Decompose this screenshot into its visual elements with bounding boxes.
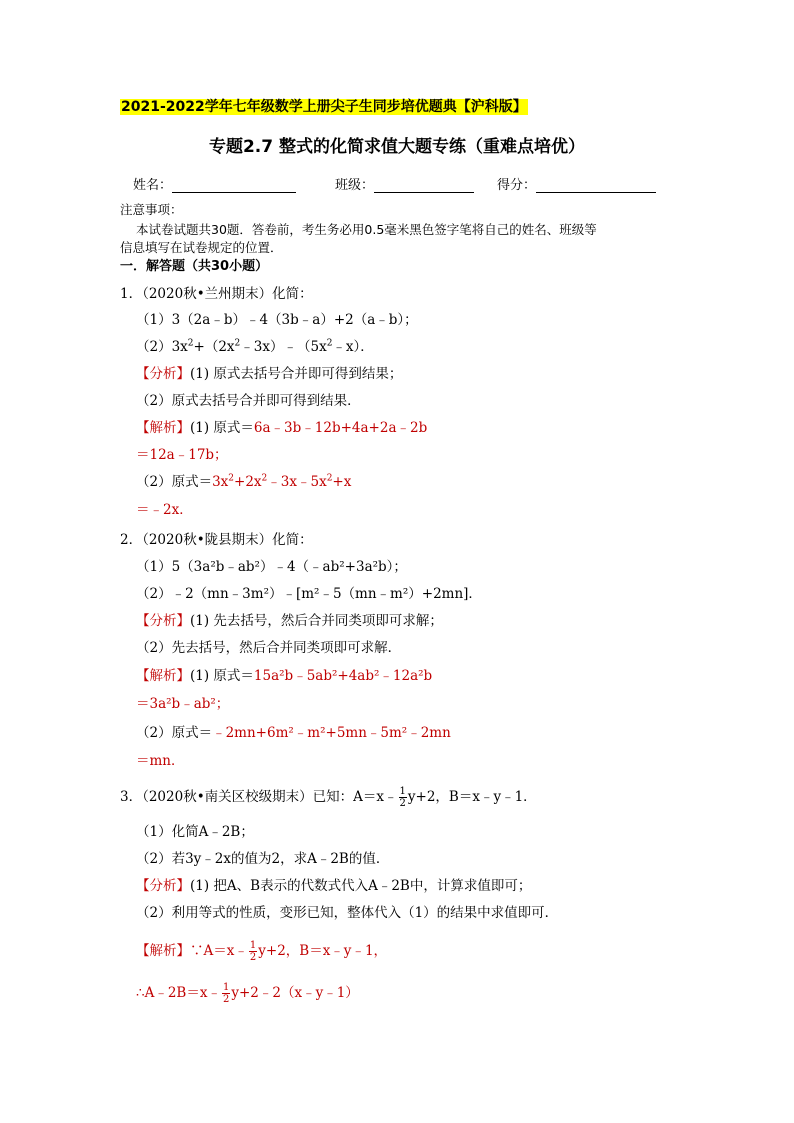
name-field[interactable] <box>133 174 296 193</box>
solution-tag: 【解析】 <box>136 943 190 959</box>
q3-analysis-1 <box>136 876 531 896</box>
q1-analysis-1 <box>136 364 402 384</box>
q3-sol-post: y+2，B＝x﹣y﹣1， <box>258 943 388 959</box>
notice-line-2: 信息填写在试卷规定的位置． <box>120 240 283 255</box>
class-blank[interactable] <box>374 178 474 193</box>
q1-solution-2b: ＝﹣2x． <box>136 502 193 518</box>
q3-analysis-text-1: (1) 把A、B表示的代数式代入A﹣2B中，计算求值即可； <box>190 878 532 894</box>
series-header <box>120 96 570 118</box>
q1-solution-2: （2）原式$=3x^2+2x^2﹣3x﹣5x^2+x$ <box>136 473 352 490</box>
notice-heading: 注意事项： <box>120 202 183 217</box>
q1-solution-1 <box>136 418 427 438</box>
q3-analysis-2: （2）利用等式的性质，变形已知，整体代入（1）的结果中求值即可． <box>136 905 559 921</box>
name-blank[interactable] <box>172 178 296 193</box>
page-title: 专题2.7 整式的化简求值大题专练（重难点培优） <box>208 137 586 157</box>
series-title: 2021-2022学年七年级数学上册尖子生同步培优题典【沪科版】 <box>121 99 527 115</box>
analysis-tag: 【分析】 <box>136 613 190 629</box>
q2-sol-expr-1: 15a²b﹣5ab²+4ab²﹣12a²b <box>253 668 433 684</box>
q2-sol-expr-2: ﹣2mn+6m²﹣m²+5mn﹣5m²﹣2mn <box>212 725 451 741</box>
q3-sol-pre: ∵A＝x﹣ <box>190 943 248 959</box>
q1-p2-end: ﹣x）． <box>332 339 374 355</box>
q3-part-2: （2）若3y﹣2x的值为2，求A﹣2B的值． <box>136 851 390 867</box>
q3-sol2-fraction: $\frac{1}{2}$ <box>222 982 230 1005</box>
q3-sol2-pre: ∴A﹣2B＝x﹣ <box>136 985 221 1001</box>
q3-solution-2 <box>136 982 359 1005</box>
q1-part-2: $(2)3x^2+(2x^2﹣3x)﹣(5x^2﹣x)$． <box>136 338 374 355</box>
q2-analysis-1 <box>136 611 443 631</box>
q1-analysis-2: （2）原式去括号合并即可得到结果． <box>136 393 361 409</box>
analysis-tag: 【分析】 <box>136 366 190 382</box>
q1-p2-mid: +（2x <box>193 339 235 355</box>
score-blank[interactable] <box>536 178 656 193</box>
class-label: 班级： <box>335 178 375 193</box>
q3-sol-fraction: $\frac{1}{2}$ <box>249 940 257 963</box>
q2-solution-1 <box>136 666 432 686</box>
solution-tag: 【解析】 <box>136 420 190 436</box>
q1-analysis-text-1: (1) 原式去括号合并即可得到结果； <box>190 366 403 382</box>
q3-stem <box>120 786 537 809</box>
class-field[interactable] <box>335 174 474 193</box>
q1-sol2-c: ﹣3x﹣5x <box>267 474 327 490</box>
q3-sol2-post: y+2﹣2（x﹣y﹣1） <box>231 985 359 1001</box>
q2-stem: 2．（2020秋•陇县期末）化简： <box>120 532 313 548</box>
q3-stem-post: y+2，B＝x﹣y﹣1． <box>407 789 537 805</box>
q2-solution-1b: ＝3a²b﹣ab²； <box>136 696 230 712</box>
section-heading: 一．解答题（共30小题） <box>120 259 269 274</box>
score-field[interactable] <box>497 174 656 193</box>
q1-sol2-prefix: （2）原式＝ <box>136 474 213 490</box>
q1-p2-post: ﹣3x）﹣（5x <box>240 339 327 355</box>
q3-solution-1 <box>136 940 387 963</box>
q2-sol2-prefix: （2）原式＝ <box>136 725 213 741</box>
name-label: 姓名： <box>133 178 173 193</box>
q1-stem: 1．（2020秋•兰州期末）化简： <box>120 286 313 302</box>
solution-tag: 【解析】 <box>136 668 190 684</box>
q3-stem-pre: 3．（2020秋•南关区校级期末）已知：A＝x﹣ <box>120 789 398 805</box>
q2-part-1: （1）5（3a²b﹣ab²）﹣4（﹣ab²+3a²b）； <box>136 559 407 575</box>
q2-solution-2 <box>136 723 451 743</box>
q3-fraction: $\frac{1}{2}$ <box>399 786 406 809</box>
q1-solution-1b: ＝12a﹣17b； <box>136 447 228 463</box>
q1-sol2-b: +2x <box>234 474 262 490</box>
analysis-tag: 【分析】 <box>136 878 190 894</box>
q1-p2-pre: （2）3x <box>136 339 188 355</box>
q2-solution-2b: ＝mn． <box>136 753 185 769</box>
notice-line-1: 本试卷试题共30题．答卷前，考生务必用0.5毫米黑色签字笔将自己的姓名、班级等 <box>136 222 597 237</box>
q1-part-1: （1）3（2a﹣b）﹣4（3b﹣a）+2（a﹣b）； <box>136 312 418 328</box>
q2-analysis-2: （2）先去括号，然后合并同类项即可求解． <box>136 640 402 656</box>
q1-sol2-d: +x <box>332 474 352 490</box>
q2-sol-prefix: (1) 原式＝ <box>190 668 254 684</box>
q2-part-2: （2）﹣2（mn﹣3m²）﹣[m²﹣5（mn﹣m²）+2mn]． <box>136 586 482 602</box>
q2-analysis-text-1: (1) 先去括号，然后合并同类项即可求解； <box>190 613 443 629</box>
q1-sol-prefix: (1) 原式＝ <box>190 420 254 436</box>
q1-sol-expr-1: 6a﹣3b﹣12b+4a+2a﹣2b <box>253 420 428 436</box>
score-label: 得分： <box>497 178 537 193</box>
q1-sol2-a: 3x <box>212 474 229 490</box>
q3-part-1: （1）化简A﹣2B； <box>136 824 254 840</box>
